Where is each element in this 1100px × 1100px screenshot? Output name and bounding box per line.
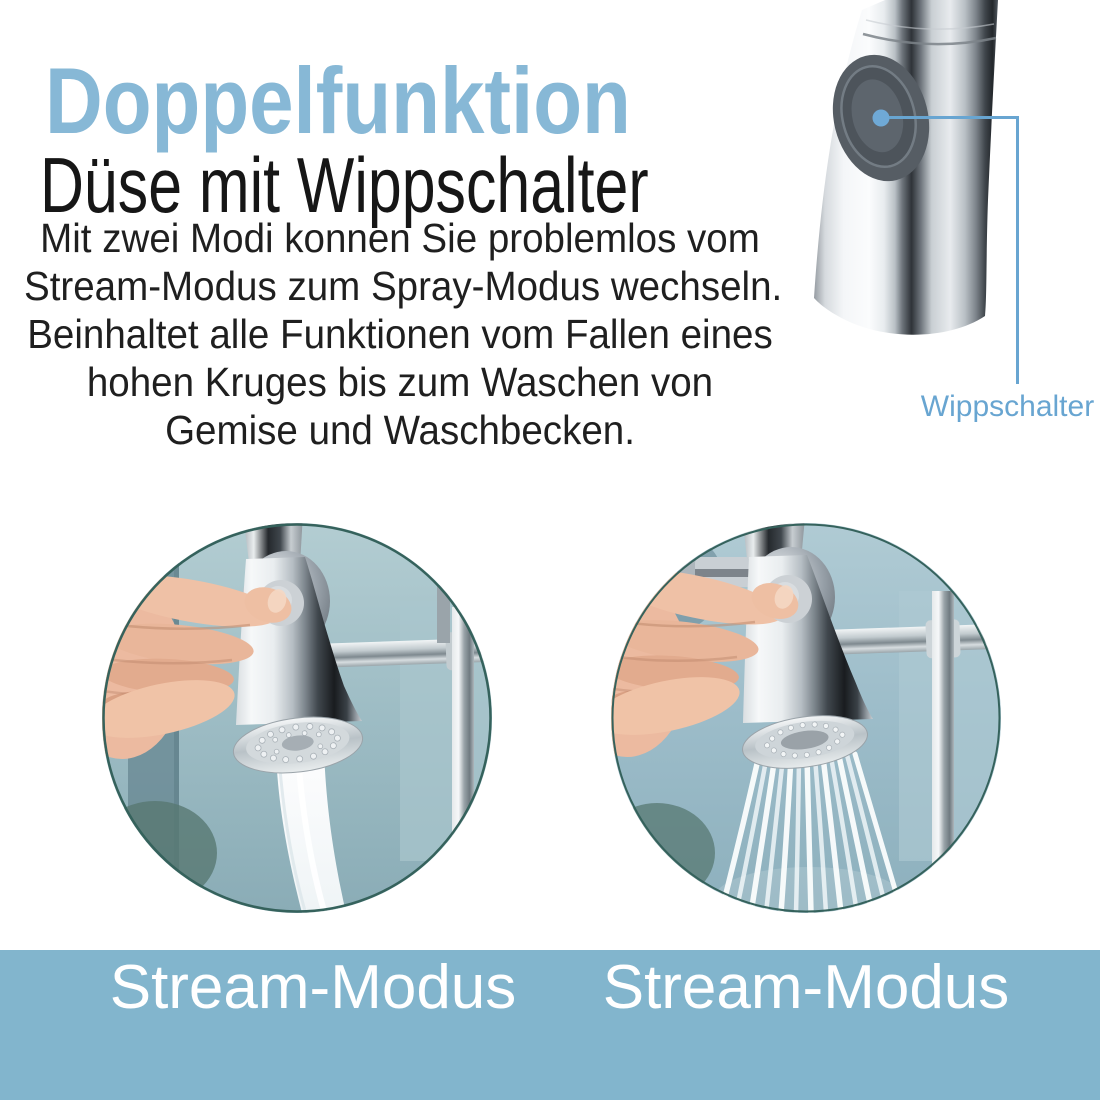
background-pole <box>452 607 474 915</box>
description-line: Gemise und Waschbecken. <box>165 407 635 453</box>
callout-line-horizontal <box>889 116 1019 119</box>
product-photo-spray-head <box>800 0 1100 430</box>
photo-spray-mode <box>609 521 1003 915</box>
mode-label-right: Stream-Modus <box>602 953 1010 1022</box>
description-line: Mit zwei Modi konnen Sie problemlos vom <box>40 215 760 261</box>
description <box>24 214 783 454</box>
mode-label-left: Stream-Modus <box>109 953 517 1022</box>
stream-mode-illustration <box>100 521 494 915</box>
page-subtitle: Düse mit Wippschalter <box>40 141 649 229</box>
spray-mode-illustration <box>609 521 1003 915</box>
callout-dot <box>873 110 890 127</box>
background-pole <box>932 591 954 915</box>
faucet-head-illustration <box>800 0 1100 430</box>
callout-line-vertical <box>1016 116 1019 384</box>
description-line: Beinhaltet alle Funktionen vom Fallen eines <box>27 311 773 357</box>
photo-stream-mode <box>100 521 494 915</box>
page-title: Doppelfunktion <box>45 48 631 153</box>
callout-label-wippschalter: Wippschalter <box>920 390 1095 423</box>
mode-label-band <box>0 950 1100 1100</box>
description-line: hohen Kruges bis zum Waschen von <box>86 359 714 405</box>
description-line: Stream-Modus zum Spray-Modus wechseln. <box>24 263 783 309</box>
